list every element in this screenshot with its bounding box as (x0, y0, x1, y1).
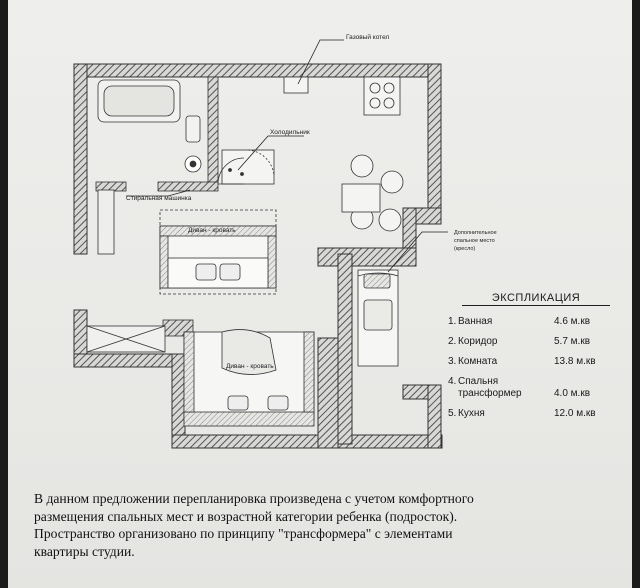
description-text (34, 490, 624, 560)
description-line: размещения спальных мест и возрастной категории ребенка (подросток). (34, 508, 458, 524)
explication-row (448, 356, 628, 368)
row-area: 5.7 м.кв (554, 336, 591, 347)
row-name: Ванная (458, 316, 493, 327)
explication-row (448, 316, 628, 328)
label-extra-sleep-1: Дополнительное (454, 230, 497, 236)
explication-title: ЭКСПЛИКАЦИЯ (462, 292, 610, 306)
label-fridge: Холодильник (270, 129, 310, 136)
row-area: 13.8 м.кв (554, 356, 596, 367)
row-number: 4. (448, 376, 457, 387)
row-name: Комната (458, 356, 498, 367)
label-washer: Стиральная машинка (126, 195, 192, 202)
balcony (87, 190, 165, 352)
label-extra-sleep-2: спальное место (454, 238, 495, 244)
bathroom-fixtures (98, 80, 201, 172)
photo-frame (8, 0, 632, 588)
row-number: 2. (448, 336, 457, 347)
explication-table (448, 292, 628, 428)
row-name: Спальня трансформер (458, 376, 522, 399)
label-sofa-bed-1: Диван - кровать (188, 227, 236, 234)
sofa-bed-1 (160, 210, 276, 294)
row-number: 3. (448, 356, 457, 367)
label-gas-boiler: Газовый котел (346, 34, 390, 41)
row-name: Коридор (458, 336, 498, 347)
explication-row (448, 336, 628, 348)
sofa-bed-2 (184, 330, 314, 426)
kitchen-fixtures (222, 77, 403, 231)
description-line: В данном предложении перепланировка произведена с учетом комфортного (34, 491, 474, 506)
explication-row (448, 376, 628, 400)
row-area: 4.0 м.кв (554, 388, 591, 399)
label-extra-sleep-3: (кресло) (454, 246, 476, 252)
description-line: квартиры студии. (34, 543, 135, 559)
description-line: Пространство организовано по принципу "трансформера" с элементами (34, 526, 453, 541)
row-name: Кухня (458, 408, 485, 419)
row-area: 12.0 м.кв (554, 408, 596, 419)
transformer-bed (358, 270, 398, 366)
row-number: 5. (448, 408, 457, 419)
explication-row (448, 408, 628, 420)
row-number: 1. (448, 316, 457, 327)
label-sofa-bed-2: Диван - кровать (226, 363, 274, 370)
row-area: 4.6 м.кв (554, 316, 591, 327)
